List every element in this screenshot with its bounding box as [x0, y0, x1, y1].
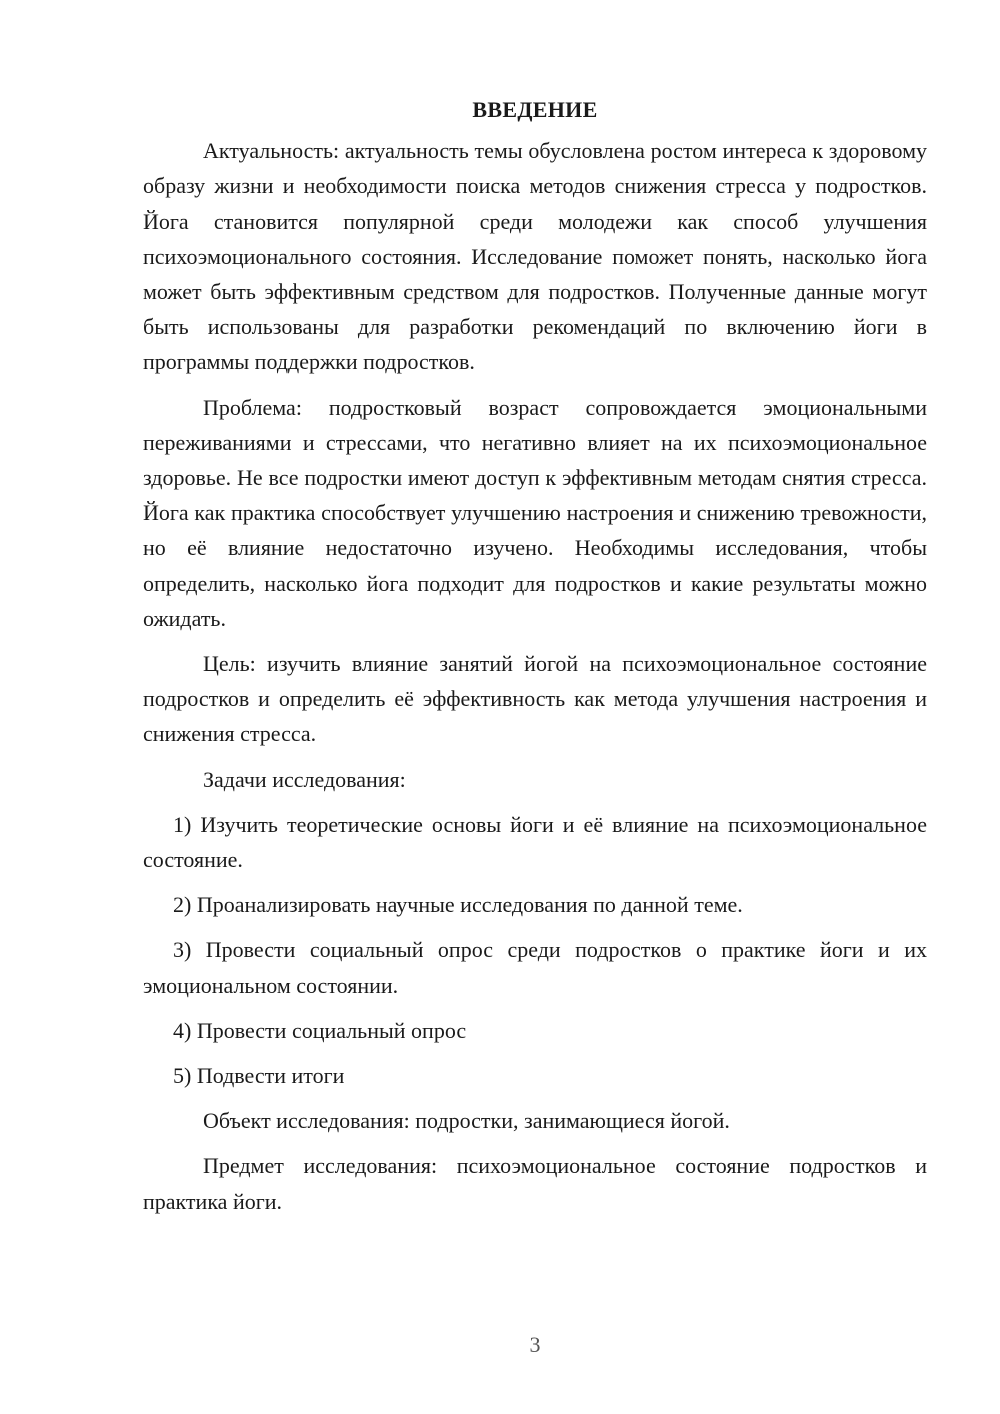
- task-item-1: 1) Изучить теоретические основы йоги и её влияние на психоэмоциональное состояние.: [143, 811, 927, 873]
- goal-paragraph: Цель: изучить влияние занятий йогой на психоэмоциональное состояние подростков и определить её эффективность как метода улучшения настроения и снижения стресса.: [143, 651, 927, 747]
- task-item-4: 4) Провести социальный опрос: [173, 1017, 467, 1043]
- task-item-5: 5) Подвести итоги: [173, 1063, 345, 1089]
- task-item-3: 3) Провести социальный опрос среди подростков о практике йоги и их эмоциональном состоянии.: [143, 937, 927, 998]
- page-content: [143, 92, 927, 1219]
- problem-paragraph: Проблема: подростковый возраст сопровождается эмоциональными переживаниями и стрессами, что негативно влияет на их психоэмоциональное здоровье. Не все подростки имеют доступ к эффективным методам снятия стресса. Йога как практика способствует улучшению настроения и снижению тревожности, но её влияние недостаточно изучено. Необходимы исследования, чтобы определить, насколько йога подходит для подростков и какие результаты можно ожидать.: [143, 394, 927, 631]
- tasks-heading: Задачи исследования:: [203, 766, 406, 792]
- task-item-2: 2) Проанализировать научные исследования по данной теме.: [173, 892, 743, 918]
- relevance-paragraph: Актуальность: актуальность темы обусловлена ростом интереса к здоровому образу жизни и необходимости поиска методов снижения стресса у подростков. Йога становится популярной среди молодежи как способ улучшения психоэмоционального состояния. Исследование поможет понять, насколько йога может быть эффективным средством для подростков. Полученные данные могут быть использованы для разработки рекомендаций по включению йоги в программы поддержки подростков.: [143, 138, 927, 375]
- page-number: 3: [529, 1332, 541, 1357]
- section-title: ВВЕДЕНИЕ: [472, 97, 598, 122]
- subject-paragraph: Предмет исследования: психоэмоциональное состояние подростков и практика йоги.: [143, 1153, 927, 1214]
- object-paragraph: Объект исследования: подростки, занимающиеся йогой.: [203, 1108, 730, 1134]
